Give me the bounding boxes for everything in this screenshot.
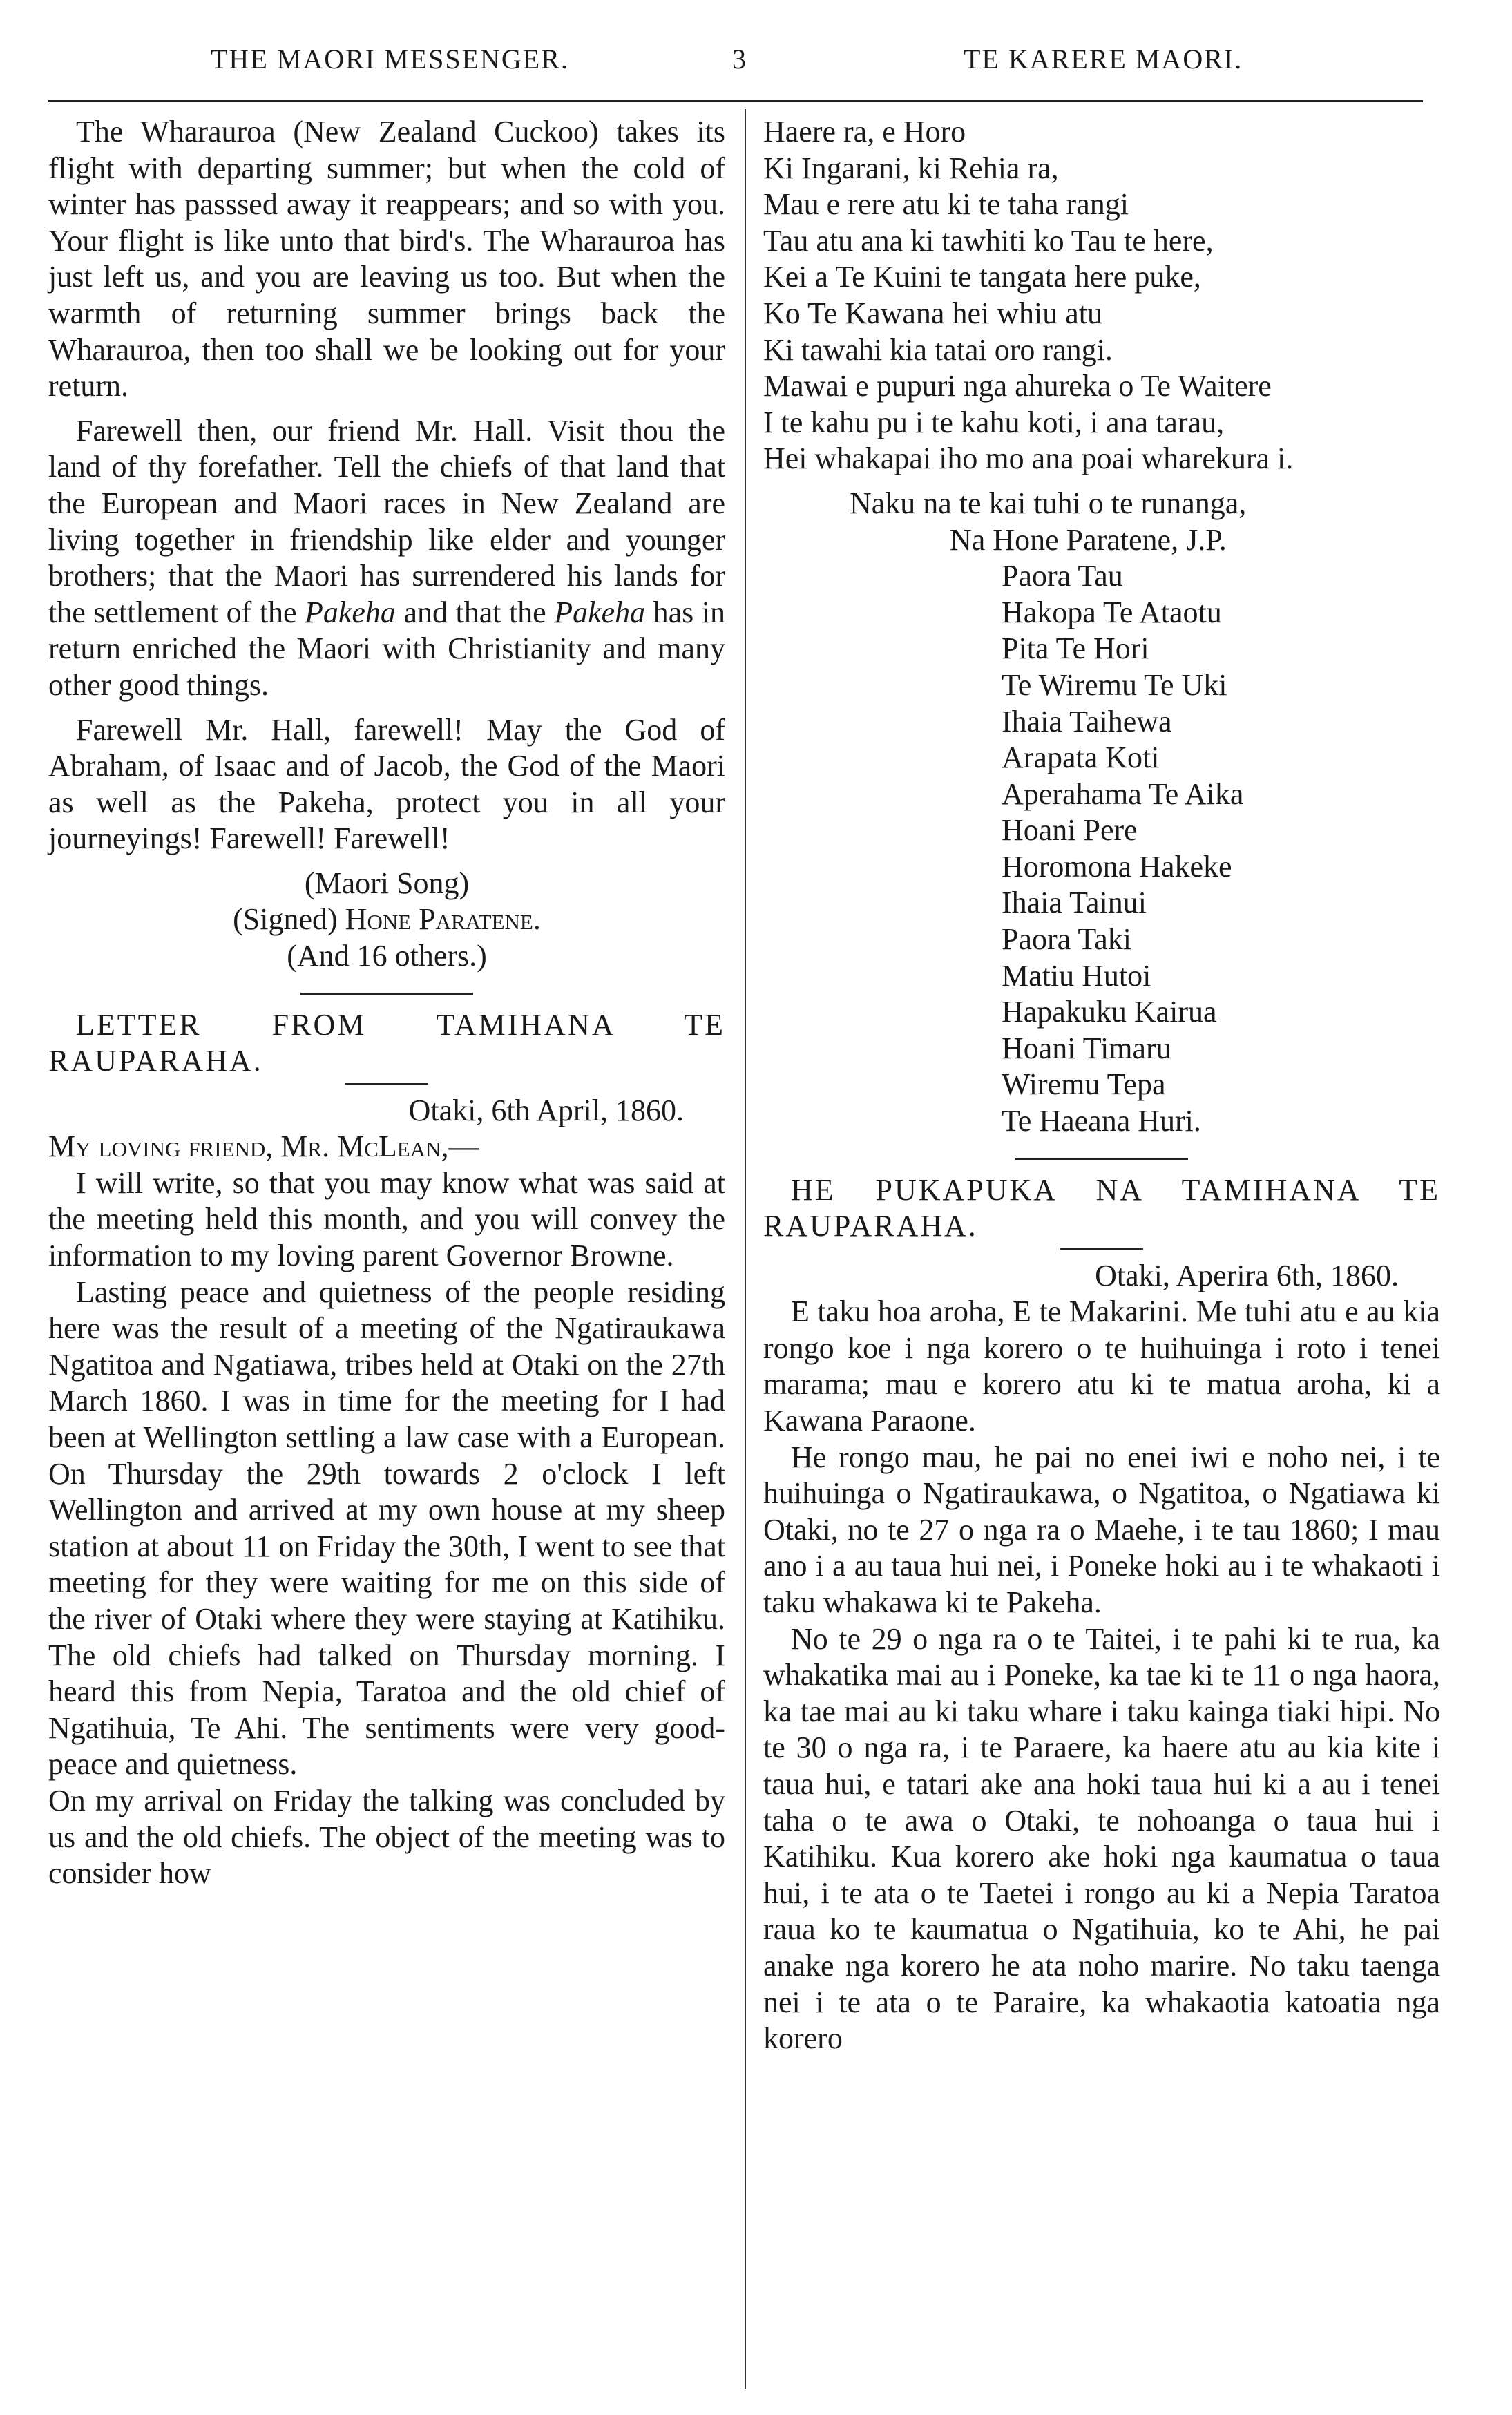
signatory: Hakopa Te Ataotu <box>1002 595 1222 629</box>
signatory: Ihaia Taihewa <box>1002 704 1172 738</box>
signatory: Te Wiremu Te Uki <box>1002 667 1227 702</box>
song-line: Mau e rere atu ki te taha rangi <box>763 187 1129 222</box>
title-rule <box>1060 1248 1143 1250</box>
farewell-paragraph <box>48 413 725 704</box>
letter-paragraph: E taku hoa aroha, E te Makarini. Me tuhi atu e au kia rongo koe i nga korero o te huihuinga i roto i tenei marama; mau e korero atu ki te matua aroha, ki a Kawana Paraone. <box>763 1295 1440 1438</box>
signatory: Matiu Hutoi <box>1002 958 1151 993</box>
farewell-paragraph: The Wharauroa (New Zealand Cuckoo) takes its flight with departing summer; but when the cold of winter has passsed away it reappears; and so with you. Your flight is like unto that bird's. The Wharauroa has just left us, and you are leaving us too. But when the warmth of returning summer brings back the Wharauroa, then too shall we be looking out for your return. <box>48 115 725 403</box>
signature-line <box>48 901 725 938</box>
signatory: Aperahama Te Aika <box>1002 776 1244 811</box>
song-line: Ko Te Kawana hei whiu atu <box>763 296 1102 330</box>
dateline: Otaki, Aperira 6th, 1860. <box>1095 1258 1399 1292</box>
letter-paragraph: He rongo mau, he pai no enei iwi e noho nei, i te huihuinga o Ngatiraukawa, o Ngatitoa, o Ngatiawa ki Otaki, no te 27 o nga ra o Maehe, i te tau 1860; I mau ano i a au taua hui nei, i Poneke hoki au i te whakaoti i taku whakawa ki te Pakeha. <box>763 1440 1440 1619</box>
farewell-text: and that the <box>403 595 546 629</box>
letter-paragraph: I will write, so that you may know what was said at the meeting held this month, and you will convey the information to my loving parent Governor Browne. <box>48 1165 725 1273</box>
running-head <box>41 43 1430 91</box>
signatory: Horomona Hakeke <box>1002 849 1232 884</box>
running-head-english-title: THE MAORI MESSENGER. <box>211 44 569 75</box>
song-line: Mawai e pupuri nga ahureka o Te Waitere <box>763 369 1272 403</box>
dateline: Otaki, 6th April, 1860. <box>408 1093 684 1127</box>
section-rule <box>1015 1158 1188 1160</box>
letter-paragraph: On my arrival on Friday the talking was concluded by us and the old chiefs. The object of the meeting was to consider how <box>48 1783 725 1891</box>
signatory: Arapata Koti <box>1002 741 1160 775</box>
farewell-text: Farewell then, our friend Mr. Hall. Visit thou the land of thy forefather. Tell the chiefs of that land that the European and Maori races in New Zealand are living together in friendship like elder and younger brothers; that the Maori has surrendered his lands for the settlement of the <box>48 413 725 629</box>
song-line: Ki tawahi kia tatai oro rangi. <box>763 332 1113 367</box>
letter-title-maori: HE PUKAPUKA NA TAMIHANA TE RAUPARAHA. <box>763 1172 1440 1243</box>
page-number: 3 <box>732 44 747 75</box>
newspaper-page <box>41 35 1440 2397</box>
maori-song <box>763 114 1440 477</box>
column-divider <box>745 109 746 2389</box>
signatory: Ihaia Tainui <box>1002 886 1147 920</box>
song-line: I te kahu pu i te kahu koti, i ana tarau, <box>763 405 1225 439</box>
italic-word: Pakeha <box>305 595 396 629</box>
signatory: Wiremu Tepa <box>1002 1067 1166 1102</box>
farewell-paragraph: Farewell Mr. Hall, farewell! May the God of Abraham, of Isaac and of Jacob, the God of the Maori as well as the Pakeha, protect you in all your journeyings! Farewell! Farewell! <box>48 712 725 856</box>
signature-intro: Naku na te kai tuhi o te runanga, <box>850 486 1247 520</box>
signatory: Pita Te Hori <box>1002 631 1149 666</box>
section-rule <box>300 993 473 995</box>
letter-paragraph: Lasting peace and quietness of the people residing here was the result of a meeting of the Ngatiraukawa Ngatitoa and Ngatiawa, tribes held at Otaki on the 27th March 1860. I was in time for the meeting for I had been at Wellington settling a law case with a European. On Thursday the 29th towards 2 o'clock I left Wellington and arrived at my own house at my sheep station at about 11 on Friday the 30th, I went to see that meeting for they were waiting for me on this side of the river of Otaki where they were staying at Katihiku. The old chiefs had talked on Thursday morning. I heard this from Nepia, Taratoa and the old chief of Ngatihuia, Te Ahi. The sentiments were very good-peace and quietness. <box>48 1275 725 1782</box>
signatory: Paora Tau <box>1002 559 1123 593</box>
signatory: Hoani Timaru <box>1002 1031 1171 1065</box>
signed-prefix: (Signed) <box>233 902 338 937</box>
maori-song-note: (Maori Song) <box>304 866 470 900</box>
signatory-list <box>763 558 1440 1140</box>
song-line: Haere ra, e Horo <box>763 115 966 149</box>
letter-title-english: LETTER FROM TAMIHANA TE RAUPARAHA. <box>48 1007 725 1078</box>
song-line: Kei a Te Kuini te tangata here puke, <box>763 260 1201 294</box>
signatory: Paora Taki <box>1002 922 1131 957</box>
italic-word: Pakeha <box>554 595 646 629</box>
signed-name: Hone Paratene. <box>345 902 541 937</box>
signatory: Hapakuku Kairua <box>1002 995 1217 1029</box>
song-line: Tau atu ana ki tawhiti ko Tau te here, <box>763 223 1214 258</box>
signatories-block <box>763 486 1440 1140</box>
signature-lead: Na Hone Paratene, J.P. <box>950 522 1227 557</box>
left-column <box>48 114 725 1892</box>
farewell-text: has in return enriched the Maori with Christianity and many other good things. <box>48 595 726 702</box>
signatory: Te Haeana Huri. <box>1002 1104 1201 1138</box>
others-note: (And 16 others.) <box>287 939 487 973</box>
song-line: Ki Ingarani, ki Rehia ra, <box>763 151 1059 185</box>
right-column <box>763 114 1440 2057</box>
letter-paragraph: No te 29 o nga ra o te Taitei, i te pahi ki te rua, ka whakatika mai au i Poneke, ka tae ki te 11 o nga haora, ka tae mai au ki taku whare i taku kainga tiaki hipi. No te 30 o nga ra, i te Paraere, ka haere atu au kia kite i taua hui, e tatari ake ana hoki taua hui ki a au i tenei taha o te awa o Otaki, te nohoanga o taua hui i Katihiku. Kua korero ake hoki nga kaumatua o taua hui, i te ata o te Taetei i rongo au ki a Nepia Taratoa raua ko te kaumatua o Ngatihuia, ko te Ahi, he pai anake nga korero he ata noho marire. No taku taenga nei i te ata o te Paraire, ka whakaotia katoatia nga korero <box>763 1621 1440 2056</box>
signatory: Hoani Pere <box>1002 813 1138 848</box>
song-line: Hei whakapai iho mo ana poai wharekura i. <box>763 441 1294 476</box>
title-rule <box>345 1083 428 1085</box>
salutation: My loving friend, Mr. McLean,— <box>48 1129 479 1164</box>
header-rule <box>48 100 1423 102</box>
running-head-maori-title: TE KARERE MAORI. <box>964 44 1243 75</box>
